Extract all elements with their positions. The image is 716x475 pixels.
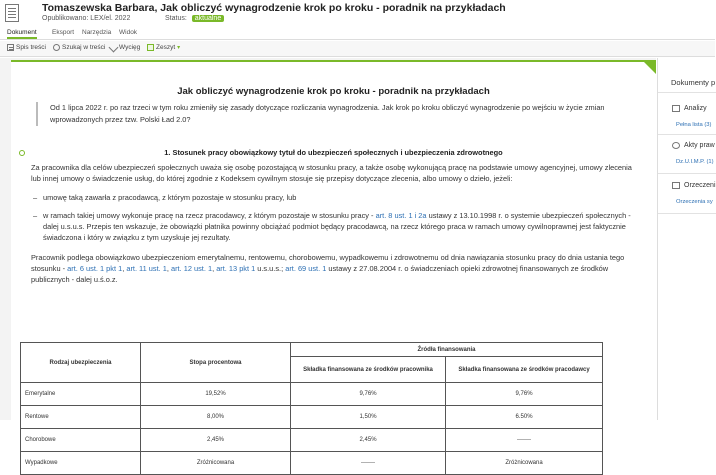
legal-link[interactable]: art. 69 ust. 1 <box>285 264 327 273</box>
toc-label: Spis treści <box>16 44 46 51</box>
table-cell: ------- <box>291 452 446 475</box>
divider <box>658 134 716 135</box>
table-cell: Emerytalne <box>21 383 141 406</box>
table-cell: 1,50% <box>291 406 446 429</box>
divider <box>658 92 716 93</box>
notebook-icon <box>147 44 154 51</box>
tab-narzedzia[interactable]: Narzędzia <box>82 29 112 36</box>
table-cell: 2,45% <box>141 429 291 452</box>
document-header <box>0 0 715 27</box>
divider <box>658 173 716 174</box>
table-cell: Zróżnicowana <box>141 452 291 475</box>
table-header-employee: Składka finansowana ze środków pracownika <box>291 357 446 383</box>
section-title: 1. Stosunek pracy obowiązkowy tytuł do ubezpieczeń społecznych i ubezpieczenia zdrowotnego <box>164 148 503 157</box>
table-header-sources: Źródła finansowania <box>291 343 603 357</box>
legal-link[interactable]: art. 11 ust. 1 <box>126 264 167 273</box>
published-info: Opublikowano: LEX/el. 2022 <box>42 15 131 22</box>
related-panel-heading: Dokumenty p <box>671 78 716 87</box>
rulings-link[interactable]: Orzeczenia sy <box>676 199 713 205</box>
chevron-down-icon: ▾ <box>177 45 181 51</box>
tab-eksport[interactable]: Eksport <box>52 29 75 36</box>
table-cell: 19,52% <box>141 383 291 406</box>
table-row <box>21 383 603 406</box>
table-cell: Rentowe <box>21 406 141 429</box>
paragraph-text: , <box>166 264 171 273</box>
table-row <box>21 452 603 475</box>
table-cell: 2,45% <box>291 429 446 452</box>
legal-link[interactable]: art. 13 pkt 1 <box>216 264 256 273</box>
document-title: Jak obliczyć wynagrodzenie krok po kroku - poradnik na przykładach <box>177 86 490 97</box>
list-item-text: ustawy z 13.10.1998 r. o systemie ubezpieczeń społecznych - dalej u.s.u.s. Przepis ten wskazuje, że obowiązki płatnika powinny obciążać podmiot będący pracodawcą, na rzecz którego praca w ramach umowy cywilnoprawnej jest faktycznie świadczona i który w związku z tym uzyskuje jej rezultaty. <box>43 211 631 242</box>
book-icon <box>672 105 680 112</box>
acts-section[interactable] <box>672 142 715 149</box>
table-header-rate: Stopa procentowa <box>141 343 291 383</box>
paragraph-1: Za pracownika dla celów ubezpieczeń społecznych uważa się osobę pozostającą w stosunku pracy, a także osobę wykonującą pracę na podstawie umowy agencyjnej, umowy zlecenia lub innej umowy o świadczenie usług, do której zgodnie z Kodeksem cywilnym stosuje się przepisy dotyczące zlecenia, albo umowy o dzieło, jeżeli: <box>31 163 632 183</box>
legal-link[interactable]: art. 12 ust. 1 <box>170 264 213 273</box>
status-badge: aktualne <box>192 15 224 22</box>
gavel-icon <box>672 182 680 189</box>
tab-widok[interactable]: Widok <box>119 29 138 36</box>
list-icon <box>7 44 14 51</box>
table-cell: 9,76% <box>446 383 603 406</box>
rulings-label: Orzeczeni <box>684 182 716 189</box>
document-header-title: Tomaszewska Barbara, Jak obliczyć wynagrodzenie krok po kroku - poradnik na przykładach <box>42 2 506 14</box>
tab-dokument[interactable]: Dokument <box>7 29 37 39</box>
lead-paragraph: Od 1 lipca 2022 r. po raz trzeci w tym roku zmieniły się zasady dotyczące rozliczania wynagrodzenia. Jak krok po kroku obliczyć wynagrodzenie po wejściu w życie zmian wprowadzonych przez tzw. Polski Ład 2.0? <box>36 102 641 126</box>
notebook-button[interactable] <box>147 44 180 51</box>
table-cell: Chorobowe <box>21 429 141 452</box>
table-cell: 6.50% <box>446 406 603 429</box>
paragraph-text: , <box>212 264 217 273</box>
status <box>165 15 224 22</box>
page-corner-marker <box>644 62 656 74</box>
toolbar <box>0 41 715 57</box>
scissors-icon <box>109 43 119 53</box>
table-row <box>21 406 603 429</box>
analyses-full-list-link[interactable]: Pełna lista (3) <box>676 122 712 128</box>
search-in-text-button[interactable] <box>53 44 105 51</box>
table-cell: Zróżnicowana <box>446 452 603 475</box>
notebook-label: Zeszyt <box>156 44 176 51</box>
list-item <box>31 210 641 243</box>
related-documents-panel <box>657 58 715 420</box>
status-label: Status: <box>165 15 187 22</box>
analyses-label: Analizy <box>684 105 707 112</box>
legal-link[interactable]: art. 6 ust. 1 pkt 1 <box>67 264 123 273</box>
table-row <box>21 429 603 452</box>
acts-label: Akty praw <box>684 142 715 149</box>
list-item-text: w ramach takiej umowy wykonuje pracę na rzecz pracodawcy, z którym pozostaje w stosunku pracy - <box>43 211 376 220</box>
document-viewport[interactable] <box>0 58 656 466</box>
search-in-text-label: Szukaj w treści <box>62 44 106 51</box>
document-icon <box>5 4 19 22</box>
table-cell: Wypadkowe <box>21 452 141 475</box>
paragraph-text: , <box>122 264 127 273</box>
table-cell: ------- <box>446 429 603 452</box>
toc-button[interactable] <box>7 44 46 51</box>
divider <box>658 213 716 214</box>
list-item: – umowę taką zawarła z pracodawcą, z którym pozostaje w stosunku pracy, lub <box>31 192 641 203</box>
extract-button[interactable] <box>110 44 140 51</box>
contributions-table <box>20 342 603 475</box>
table-header-type: Rodzaj ubezpieczenia <box>21 343 141 383</box>
extract-label: Wycięg <box>119 44 141 51</box>
search-icon <box>53 44 60 51</box>
table-header-employer: Składka finansowana ze środków pracodawcy <box>446 357 603 383</box>
legal-link[interactable]: art. 8 ust. 1 i 2a <box>375 211 427 220</box>
table-cell: 9,76% <box>291 383 446 406</box>
acts-link[interactable]: Dz.U.I.M.P. (1) <box>676 159 714 165</box>
rulings-section[interactable] <box>672 182 716 189</box>
scales-icon <box>672 142 680 149</box>
paragraph-text: u.s.u.s.; <box>255 264 286 273</box>
paragraph-text: Pracownik podlega obowiązkowo ubezpieczeniom emerytalnemu, rentowemu, chorobowemu, wypadkowemu i zdrowotnemu od dnia nawiązania stosunku pracy do dnia ustania tego stosunku - <box>31 253 625 273</box>
table-cell: 8,00% <box>141 406 291 429</box>
analyses-section[interactable] <box>672 105 707 112</box>
ribbon-tabs <box>0 28 715 40</box>
paragraph-2 <box>31 252 641 285</box>
paragraph-text: ustawy z 27.08.2004 r. o świadczeniach opieki zdrowotnej finansowanych ze środków publicznych - dalej u.ś.o.z. <box>31 264 609 284</box>
